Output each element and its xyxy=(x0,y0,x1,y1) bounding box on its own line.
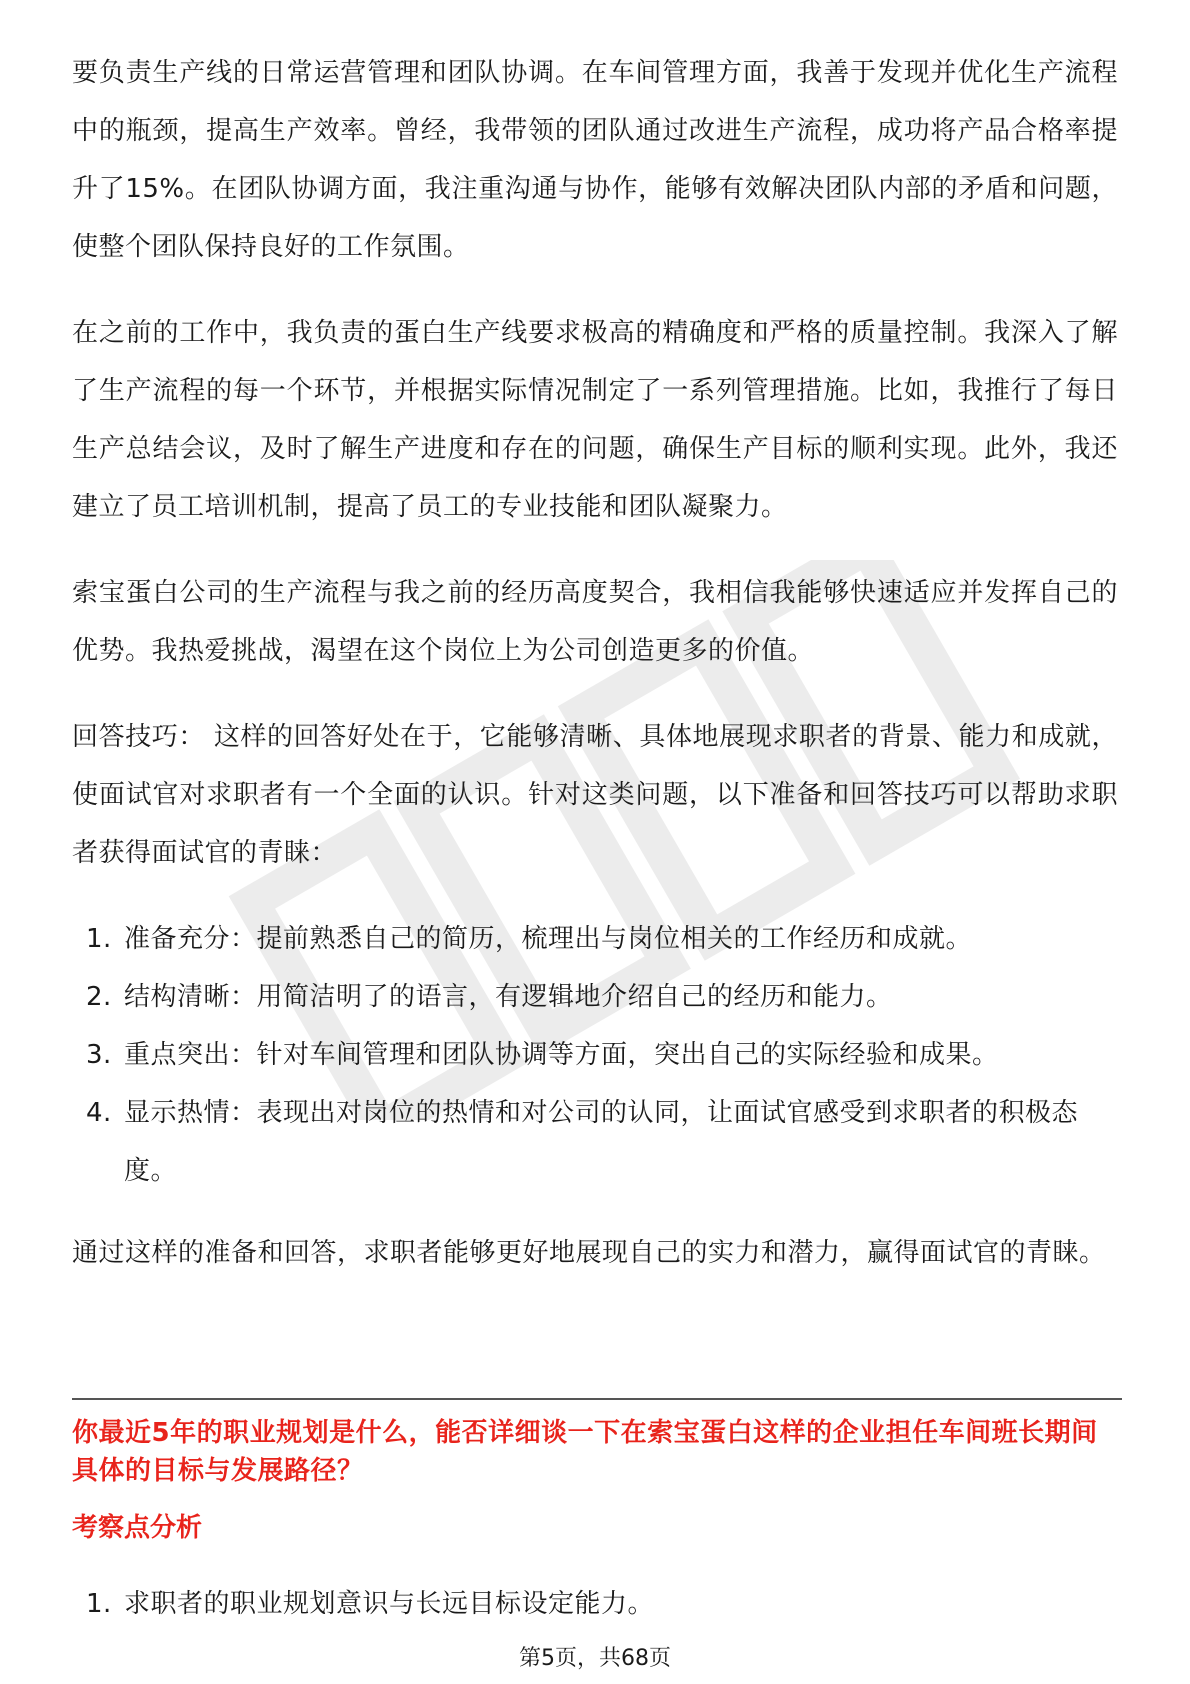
list-item xyxy=(72,1084,1118,1200)
tips-list xyxy=(72,910,1118,1200)
list-item xyxy=(72,968,1118,1026)
main-content xyxy=(72,44,1118,1310)
interview-question: 你最近5年的职业规划是什么，能否详细谈一下在索宝蛋白这样的企业担任车间班长期间具体的目标与发展路径？ xyxy=(72,1418,1098,1486)
answer-paragraph-3: 索宝蛋白公司的生产流程与我之前的经历高度契合，我相信我能够快速适应并发挥自己的优势。我热爱挑战，渴望在这个岗位上为公司创造更多的价值。 xyxy=(72,578,1118,666)
list-item-text: 求职者的职业规划意识与长远目标设定能力。 xyxy=(124,1589,655,1619)
analysis-list xyxy=(72,1582,1118,1626)
list-item xyxy=(72,910,1118,968)
answer-paragraph-1: 要负责生产线的日常运营管理和团队协调。在车间管理方面，我善于发现并优化生产流程中的瓶颈，提高生产效率。曾经，我带领的团队通过改进生产流程，成功将产品合格率提升了15%。在团队协调方面，我注重沟通与协作，能够有效解决团队内部的矛盾和问题，使整个团队保持良好的工作氛围。 xyxy=(72,58,1118,262)
answer-paragraph-2: 在之前的工作中，我负责的蛋白生产线要求极高的精确度和严格的质量控制。我深入了解了生产流程的每一个环节，并根据实际情况制定了一系列管理措施。比如，我推行了每日生产总结会议，及时了解生产进度和存在的问题，确保生产目标的顺利实现。此外，我还建立了员工培训机制，提高了员工的专业技能和团队凝聚力。 xyxy=(72,318,1118,522)
list-item-text: 准备充分：提前熟悉自己的简历，梳理出与岗位相关的工作经历和成就。 xyxy=(124,924,973,954)
page-number-footer: 第5页，共68页 xyxy=(519,1646,671,1671)
closing-paragraph: 通过这样的准备和回答，求职者能够更好地展现自己的实力和潜力，赢得面试官的青睐。 xyxy=(72,1238,1106,1268)
list-item-number: 4. xyxy=(86,1098,112,1128)
list-item xyxy=(72,1026,1118,1084)
list-item-text: 结构清晰：用简洁明了的语言，有逻辑地介绍自己的经历和能力。 xyxy=(124,982,893,1012)
list-item-number: 3. xyxy=(86,1040,112,1070)
list-item-number: 2. xyxy=(86,982,112,1012)
list-item-number: 1. xyxy=(86,1589,112,1619)
list-item-text: 显示热情：表现出对岗位的热情和对公司的认同，让面试官感受到求职者的积极态度。 xyxy=(124,1098,1079,1186)
answer-tips-intro: 回答技巧： 这样的回答好处在于，它能够清晰、具体地展现求职者的背景、能力和成就，使面试官对求职者有一个全面的认识。针对这类问题，以下准备和回答技巧可以帮助求职者获得面试官的青睐： xyxy=(72,722,1118,868)
list-item xyxy=(72,1582,1118,1626)
analysis-heading: 考察点分析 xyxy=(72,1513,203,1543)
list-item-text: 重点突出：针对车间管理和团队协调等方面，突出自己的实际经验和成果。 xyxy=(124,1040,999,1070)
section-divider xyxy=(72,1398,1122,1400)
list-item-number: 1. xyxy=(86,924,112,954)
